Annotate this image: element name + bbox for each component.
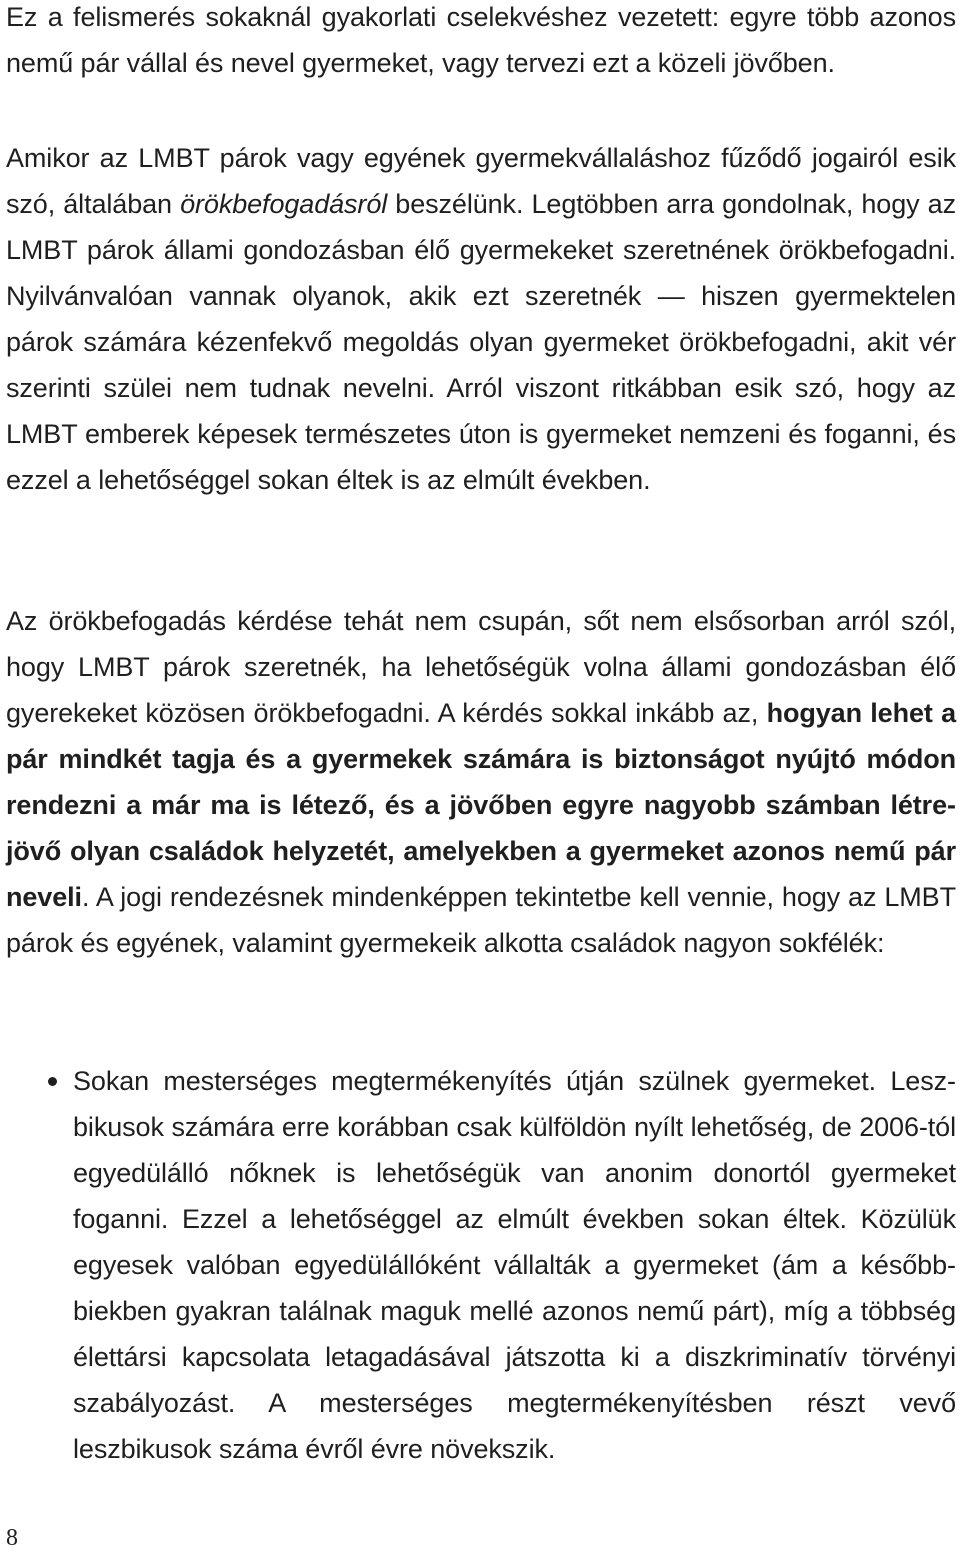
paragraph-legal-question <box>6 598 956 966</box>
bullet-list <box>0 1058 960 1472</box>
bullet-icon <box>48 1077 57 1086</box>
paragraph-legal-bold: hogyan lehet a pár mindkét tagja és a gyermekek számára is biztonságot nyújtó módon rendezni a már ma is létező, és a jövőben egyre nagyobb számban létrejövő olyan családok helyzetét, amelyekben a gyermeket azonos nemű pár neveli <box>6 698 956 912</box>
paragraph-adoption <box>6 135 956 503</box>
paragraph-adoption-emphasis: örökbefogadásról <box>180 189 388 219</box>
paragraph-adoption-text-1: Amikor az LMBT párok vagy egyének gyermekvállaláshoz fűződő jogairól esik szó, általában <box>6 143 956 219</box>
paragraph-legal-text-1: Az örökbefogadás kérdése tehát nem csupán, sőt nem elsősorban arról szól, hogy LMBT párok szeretnék, ha lehetőségük volna állami gondozásban élő gyerekeket közösen örökbefogadni. A kérdés sokkal inkább az, <box>6 606 956 728</box>
paragraph-legal-text-2: . A jogi rendezésnek mindenképpen tekintetbe kell vennie, hogy az LMBT párok és egyének, valamint gyermekeik alkotta családok nagyon sokfélék: <box>6 882 956 958</box>
list-item-text: Sokan mesterséges megtermékenyítés útján szülnek gyermeket. Leszbikusok számára erre korábban csak külföldön nyílt lehetőség, de 2006-tól egyedülálló nőknek is lehetőségük van anonim donortól gyermeket foganni. Ezzel a lehetőséggel az elmúlt években sokan éltek. Közülük egyesek valóban egyedülállóként vállalták a gyermeket (ám a későbbbiekben gyakran találnak maguk mellé azonos nemű párt), míg a többség élettársi kapcsolata letagadásával játszotta ki a diszkriminatív törvényi szabályozást. A mesterséges megtermékenyítésben részt vevő leszbikusok száma évről évre növekszik. <box>73 1066 956 1464</box>
list-item <box>0 1058 956 1472</box>
paragraph-intro-text: Ez a felismerés sokaknál gyakorlati cselekvéshez vezetett: egyre több azonos nemű pár vállal és nevel gyermeket, vagy tervezi ezt a közeli jövőben. <box>6 2 956 78</box>
page-number: 8 <box>6 1525 18 1551</box>
paragraph-intro <box>6 0 956 86</box>
paragraph-adoption-text-2: beszélünk. Legtöbben arra gondolnak, hogy az LMBT párok állami gondozásban élő gyermekeket szeretnének örökbefogadni. Nyilvánvalóan vannak olyanok, akik ezt szeretnék — hiszen gyermektelen párok számára kézenfekvő megoldás olyan gyermeket örökbefogadni, akit vér szerinti szülei nem tudnak nevelni. Arról viszont ritkábban esik szó, hogy az LMBT emberek képesek természetes úton is gyermeket nemzeni és foganni, és ezzel a lehetőséggel sokan éltek is az elmúlt években. <box>6 189 956 495</box>
